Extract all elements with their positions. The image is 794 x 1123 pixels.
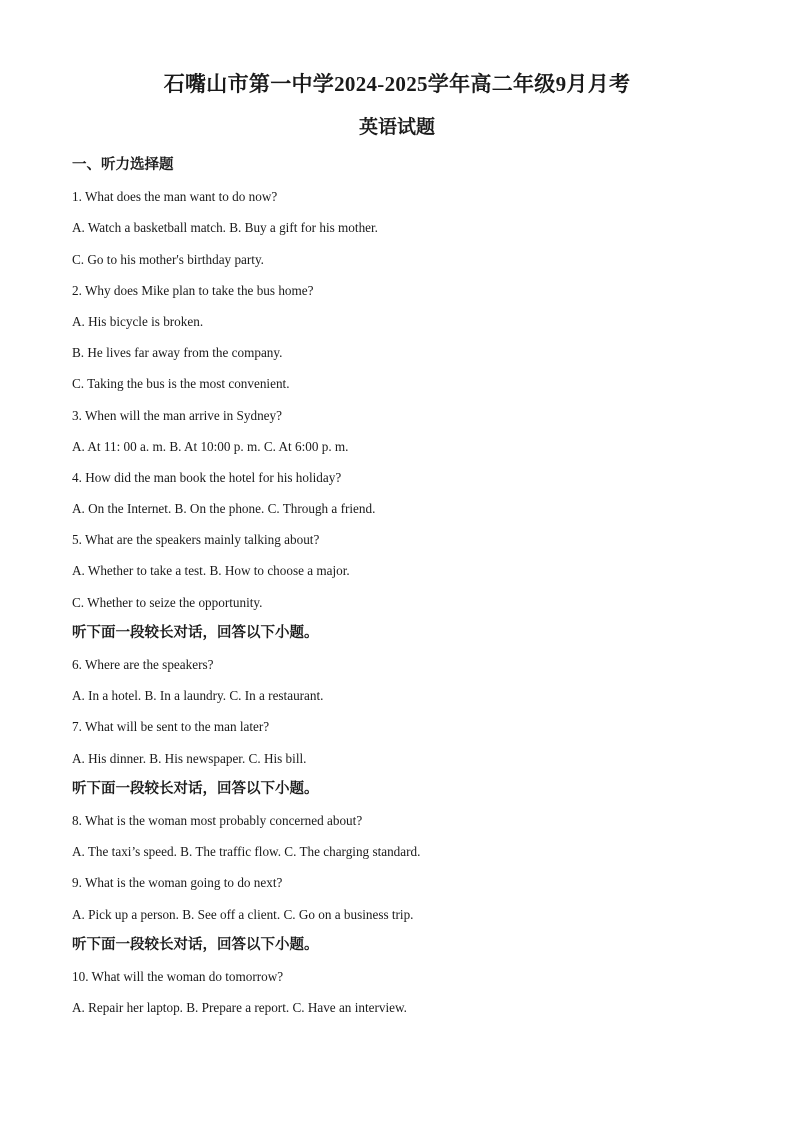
listening-instruction: 听下面一段较长对话，回答以下小题。 xyxy=(72,624,319,641)
question-1-option-c: C. Go to his mother's birthday party. xyxy=(72,251,264,267)
question-4-options: A. On the Internet. B. On the phone. C. Through a friend. xyxy=(72,501,376,517)
question-4: 4. How did the man book the hotel for his holiday? xyxy=(72,469,342,485)
question-2-option-c: C. Taking the bus is the most convenient. xyxy=(72,376,290,392)
question-9-options: A. Pick up a person. B. See off a client. C. Go on a business trip. xyxy=(72,906,414,922)
question-5-options-a-b: A. Whether to take a test. B. How to choose a major. xyxy=(72,563,350,579)
question-8: 8. What is the woman most probably concerned about? xyxy=(72,812,363,828)
question-6-options: A. In a hotel. B. In a laundry. C. In a restaurant. xyxy=(72,688,324,704)
exam-content xyxy=(72,150,752,1023)
question-10-options: A. Repair her laptop. B. Prepare a report. C. Have an interview. xyxy=(72,1000,407,1016)
question-2: 2. Why does Mike plan to take the bus home? xyxy=(72,282,314,298)
question-6: 6. Where are the speakers? xyxy=(72,657,214,672)
question-7-options: A. His dinner. B. His newspaper. C. His bill. xyxy=(72,750,307,766)
listening-instruction: 听下面一段较长对话，回答以下小题。 xyxy=(72,936,319,953)
question-5: 5. What are the speakers mainly talking about? xyxy=(72,532,320,548)
listening-instruction: 听下面一段较长对话，回答以下小题。 xyxy=(72,780,319,797)
section-heading: 一、听力选择题 xyxy=(72,157,174,173)
question-9: 9. What is the woman going to do next? xyxy=(72,875,283,891)
question-3: 3. When will the man arrive in Sydney? xyxy=(72,407,282,423)
page-title: 石嘴山市第一中学2024-2025学年高二年级9月月考 xyxy=(163,72,631,96)
question-1-options-a-b: A. Watch a basketball match. B. Buy a gift for his mother. xyxy=(72,220,378,236)
question-8-options: A. The taxi’s speed. B. The traffic flow. C. The charging standard. xyxy=(72,844,421,860)
question-2-option-b: B. He lives far away from the company. xyxy=(72,345,283,361)
page-subtitle: 英语试题 xyxy=(358,117,435,138)
question-1: 1. What does the man want to do now? xyxy=(72,189,278,205)
question-3-options: A. At 11: 00 a. m. B. At 10:00 p. m. C. At 6:00 p. m. xyxy=(72,438,349,454)
question-10: 10. What will the woman do tomorrow? xyxy=(72,968,284,984)
question-5-option-c: C. Whether to seize the opportunity. xyxy=(72,594,263,610)
question-7: 7. What will be sent to the man later? xyxy=(72,719,270,735)
question-2-option-a: A. His bicycle is broken. xyxy=(72,313,204,329)
